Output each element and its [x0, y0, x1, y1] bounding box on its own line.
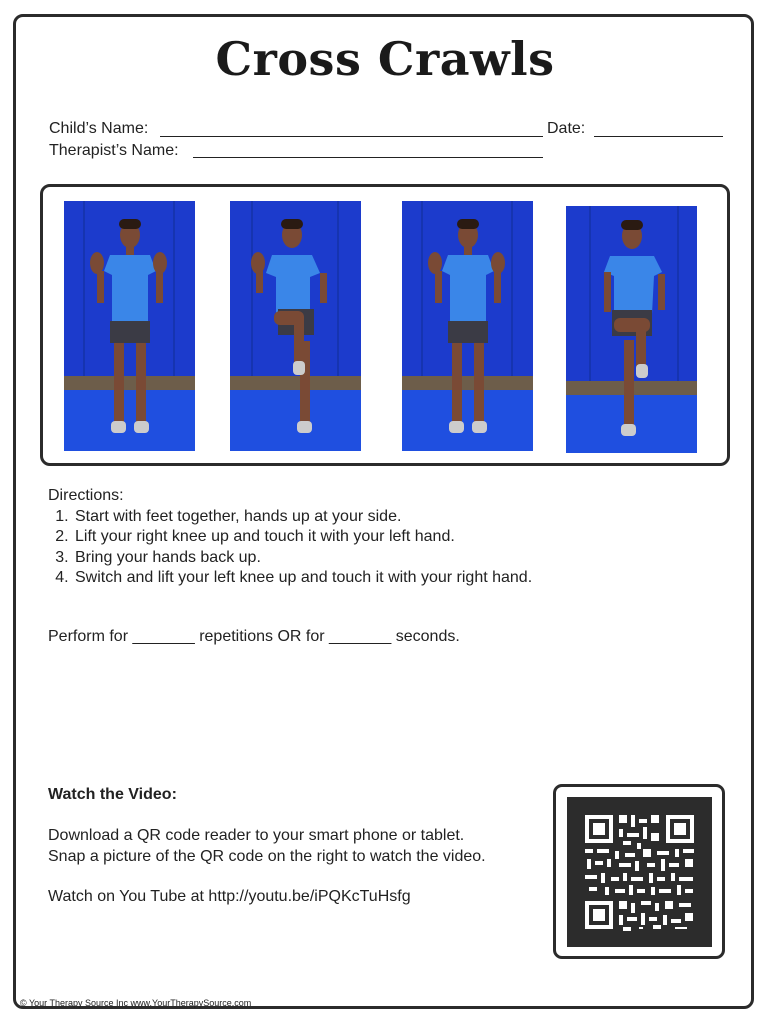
direction-step: 1. Start with feet together, hands up at your side.	[73, 507, 532, 528]
directions-section	[48, 486, 532, 589]
perform-instructions: Perform for _______ repetitions OR for _______ seconds.	[48, 628, 460, 645]
photo-step-4	[566, 206, 697, 453]
video-instruction-2: Snap a picture of the QR code on the right to watch the video.	[48, 848, 486, 865]
qr-code-frame	[553, 784, 725, 959]
left-knee-right-hand-icon	[566, 206, 697, 453]
direction-step: 4. Switch and lift your left knee up and touch it with your right hand.	[73, 568, 532, 589]
standing-hands-up-icon	[64, 201, 195, 451]
child-name-line[interactable]	[160, 136, 543, 137]
date-line[interactable]	[594, 136, 723, 137]
therapist-name-line[interactable]	[193, 157, 543, 158]
direction-step: 2. Lift your right knee up and touch it with your left hand.	[73, 527, 532, 548]
date-label: Date:	[547, 120, 586, 137]
video-heading: Watch the Video:	[48, 786, 177, 803]
directions-list	[48, 507, 532, 589]
qr-code-icon[interactable]	[567, 797, 712, 947]
photo-step-2	[230, 201, 361, 451]
right-knee-left-hand-icon	[230, 201, 361, 451]
video-instruction-1: Download a QR code reader to your smart phone or tablet.	[48, 827, 465, 844]
child-name-label: Child’s Name:	[49, 120, 149, 137]
video-link[interactable]: Watch on You Tube at http://youtu.be/iPQKcTuHsfg	[48, 888, 411, 905]
standing-hands-up-icon	[402, 201, 533, 451]
directions-heading: Directions:	[48, 487, 124, 504]
page-title: Cross Crawls	[215, 32, 555, 86]
therapist-name-label: Therapist’s Name:	[49, 142, 179, 159]
photo-step-1	[64, 201, 195, 451]
direction-step: 3. Bring your hands back up.	[73, 548, 532, 569]
photo-step-3	[402, 201, 533, 451]
copyright-footer: © Your Therapy Source Inc www.YourTherapySource.com	[20, 998, 252, 1008]
